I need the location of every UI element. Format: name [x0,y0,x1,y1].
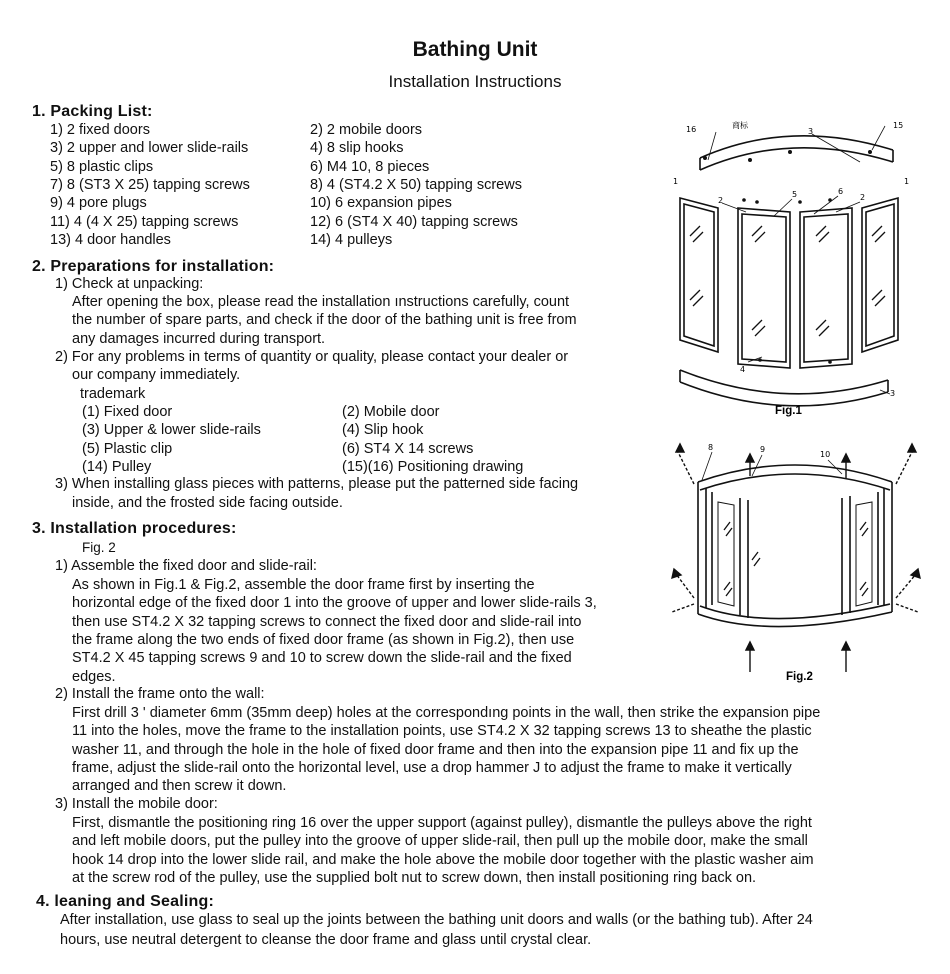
step3-line: at the screw rod of the pulley, use the supplied bolt nut to screw down, then install positioning ring back on. [72,869,757,886]
packing-item: 12) 6 (ST4 X 40) tapping screws [310,213,518,230]
step3-line: and left mobile doors, put the pulley into the groove of upper slide-rail, then pull up the mobile door, make the small [72,833,808,850]
page-subtitle: Installation Instructions [388,72,562,91]
packing-item: 13) 4 door handles [50,231,171,248]
trademark-item: (4) Slip hook [342,422,424,439]
step1-line: horizontal edge of the fixed door 1 into the groove of upper and lower slide-rails 3, [72,595,597,612]
section-heading-packing-list: 1. Packing List: [32,103,153,120]
step2-line: 11 into the holes, move the frame to the installation points, use ST4.2 X 32 tapping screws 13 to sheathe the plastic [72,723,812,740]
sealing-line: After installation, use glass to seal up the joints between the bathing unit doors and walls (or the bathing tub). After 24 [60,912,813,928]
fig-reference: Fig. 2 [82,540,116,555]
fig1-callout-16: 16 [686,125,697,134]
prep-item3-line: inside, and the frosted side facing outside. [72,495,343,511]
packing-item: 4) 8 slip hooks [310,140,404,157]
fig1-callout-3-bottom: 3 [890,389,896,398]
packing-item: 1) 2 fixed doors [50,122,150,138]
packing-item: 3) 2 upper and lower slide-rails [50,140,249,157]
step2-line: washer 11, and through the hole in the hole of fixed door frame and then into the expansion pipe 11 and fix up the [72,741,799,758]
packing-item: 11) 4 (4 X 25) tapping screws [50,213,239,230]
prep-item2-line: our company immediately. [72,367,241,383]
step1-line: ST4.2 X 45 tapping screws 9 and 10 to screw down the slide-rail and the fixed [72,650,572,667]
fig1-callout-15: 15 [893,121,904,130]
packing-item: 2) 2 mobile doors [310,122,423,138]
step3-line: First, dismantle the positioning ring 16 over the upper support (against pulley), dismantle the pulleys above the right [72,815,812,831]
fig1-caption: Fig.1 [775,405,802,417]
step3-line: hook 14 drop into the lower slide rail, and make the hole above the mobile door together with the plastic washer aim [72,851,814,868]
packing-item: 14) 4 pulleys [310,231,393,248]
trademark-item: (6) ST4 X 14 screws [342,440,474,457]
fig1-callout-5: 5 [792,190,798,199]
sealing-line: hours, use neutral detergent to cleanse the door frame and glass until crystal clear. [60,932,592,948]
trademark-label: trademark [80,386,146,402]
step2-line: First drill 3 ' diameter 6mm (35mm deep) holes at the correspondıng points in the wall, then strike the expansion pipe [72,705,821,721]
prep-item1-line: the number of spare parts, and check if the door of the bathing unit is free from [72,312,577,328]
fig1-callout-1-left: 1 [673,177,679,186]
fig1-callout-2-right: 2 [860,193,866,202]
section-heading-preparations: 2. Preparations for installation: [32,258,275,275]
prep-item2-line: 2) For any problems in terms of quantity or quality, please contact your dealer or [55,349,569,365]
section-heading-procedures: 3. Installation procedures: [32,520,237,537]
step1-line: As shown in Fig.1 & Fig.2, assemble the door frame first by inserting the [72,577,535,593]
fig2-caption: Fig.2 [786,671,813,683]
trademark-item: (14) Pulley [82,458,152,475]
step1-line: the frame along the two ends of fixed door frame (as shown in Fig.2), then use [72,631,575,648]
fig2-callout-9: 9 [760,445,766,454]
fig2-callout-8: 8 [708,443,714,452]
fig1-callout-2-left: 2 [718,196,724,205]
packing-item: 6) M4 10, 8 pieces [310,158,430,175]
fig1-callout-1-right: 1 [904,177,910,186]
trademark-item: (1) Fixed door [82,404,173,420]
packing-item: 9) 4 pore plugs [50,195,147,212]
prep-item1-line: any damages incurred during transport. [72,331,326,347]
trademark-item: (5) Plastic clip [82,440,173,457]
fig1-callout-3-top: 3 [808,127,814,136]
step2-line: frame, adjust the slide-rail onto the horizontal level, use a drop hammer J to adjust the frame to make it vertically [72,759,792,776]
step1-title: 1) Assemble the fixed door and slide-rail: [55,558,317,574]
section-heading-sealing: 4. leaning and Sealing: [36,893,214,910]
packing-item: 7) 8 (ST3 X 25) tapping screws [50,176,250,193]
prep-item1-line: After opening the box, please read the installation ınstructions carefully, count [72,294,570,310]
prep-item1-title: 1) Check at unpacking: [55,276,204,292]
step3-title: 3) Install the mobile door: [55,796,218,812]
packing-item: 10) 6 expansion pipes [310,195,452,212]
trademark-item: (3) Upper & lower slide-rails [82,422,261,439]
fig1-callout-6: 6 [838,187,844,196]
page-title: Bathing Unit [412,38,538,61]
packing-item: 5) 8 plastic clips [50,158,154,175]
packing-item: 8) 4 (ST4.2 X 50) tapping screws [310,176,522,193]
step1-line: edges. [72,668,116,685]
step1-line: then use ST4.2 X 32 tapping screws to connect the fixed door and slide-rail into [72,613,582,630]
step2-title: 2) Install the frame onto the wall: [55,686,265,702]
trademark-item: (15)(16) Positioning drawing [342,458,524,475]
step2-line: arranged and then screw it down. [72,778,287,795]
prep-item3-line: 3) When installing glass pieces with patterns, please put the patterned side facing [55,476,579,492]
fig1-callout-trademark: 商标 [732,121,748,130]
fig1-callout-4: 4 [740,365,746,374]
trademark-item: (2) Mobile door [342,404,440,420]
fig2-callout-10: 10 [820,450,831,459]
